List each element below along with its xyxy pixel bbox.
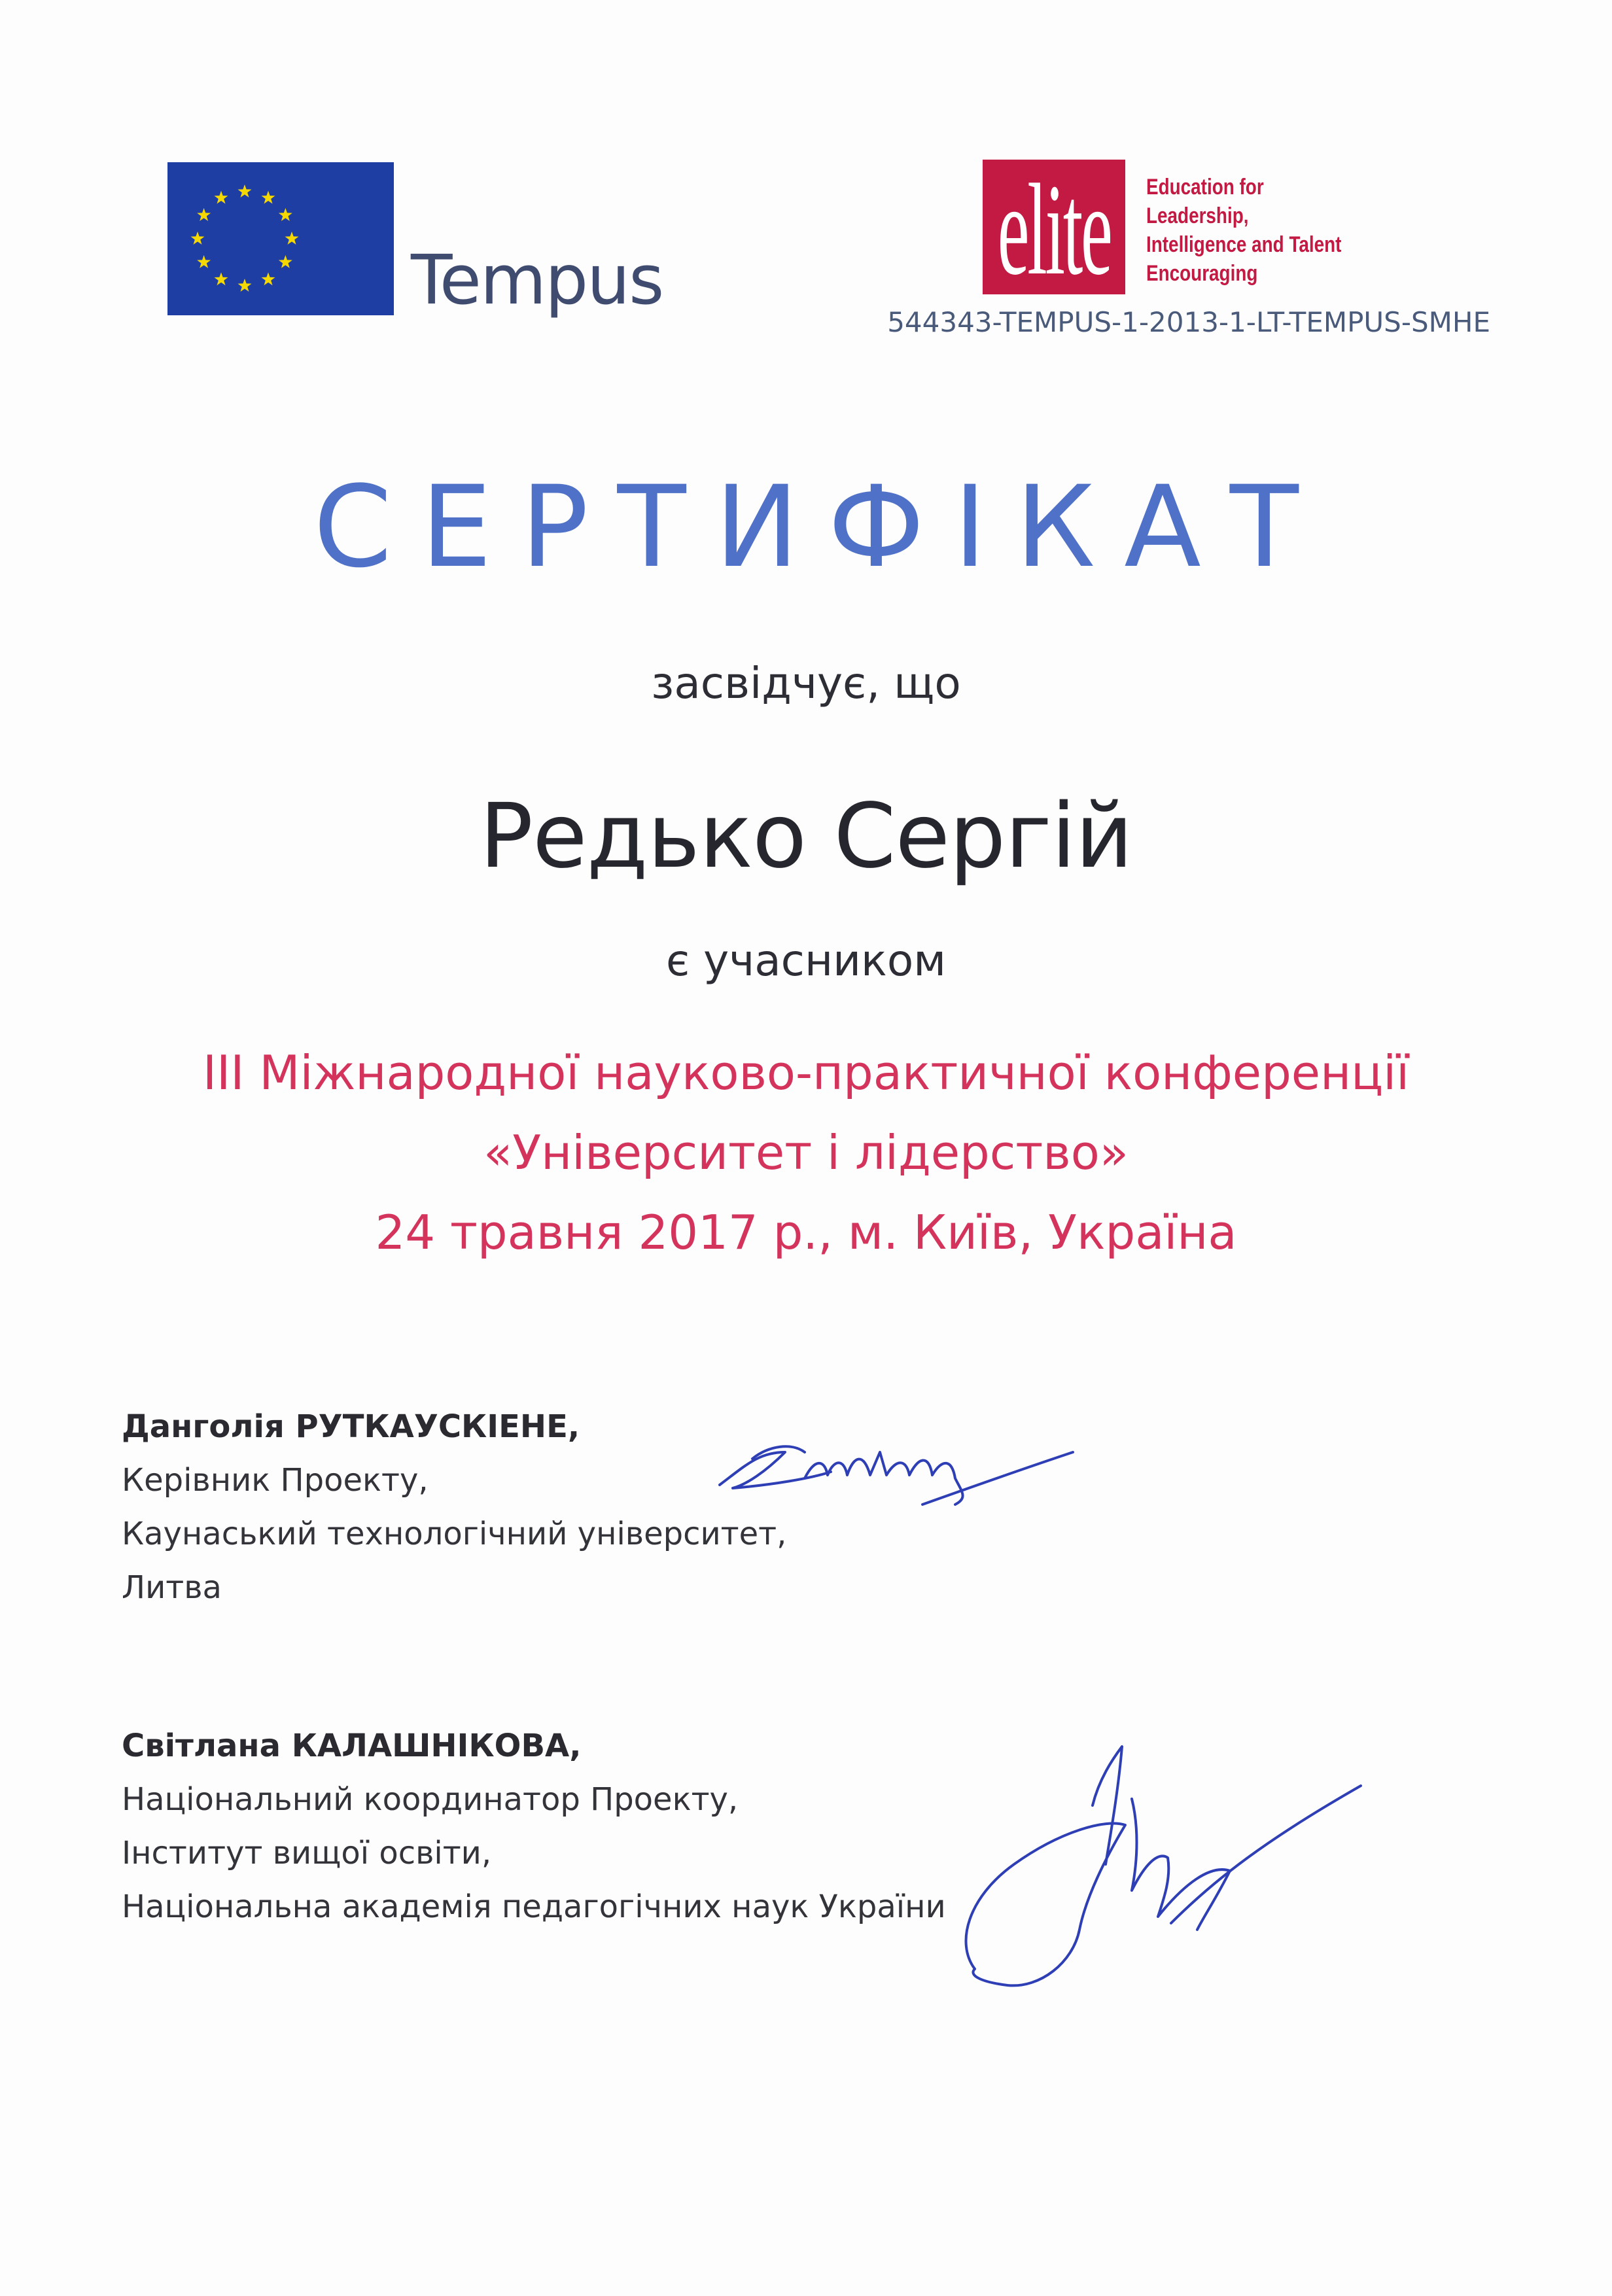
eu-star-icon xyxy=(215,272,228,285)
eu-flag-stars xyxy=(167,162,394,315)
eu-star-icon xyxy=(279,208,292,221)
recipient-name: Редько Сергій xyxy=(479,785,1133,888)
eu-star-icon xyxy=(279,255,292,268)
eu-star-icon xyxy=(238,184,252,198)
signatory-block xyxy=(122,1719,946,1934)
certificate-title: СЕРТИФІКАТ xyxy=(313,461,1327,593)
conference-name: «Університет і лідерство» xyxy=(483,1125,1129,1180)
eu-star-icon xyxy=(262,191,275,204)
handwritten-signature-icon xyxy=(707,1413,1086,1511)
signatory-institution: Інститут вищої освіти, xyxy=(122,1835,492,1871)
signatory-institution: Каунаський технологічний університет, xyxy=(122,1516,787,1552)
conference-title: ІІІ Міжнародної науково-практичної конференції xyxy=(202,1045,1410,1100)
eu-star-icon xyxy=(197,255,211,268)
eu-star-icon xyxy=(262,272,275,285)
signatory-name: Світлана КАЛАШНІКОВА, xyxy=(122,1728,582,1764)
eu-star-icon xyxy=(238,279,252,292)
elite-logo-mark: elite xyxy=(997,160,1111,294)
signatory-academy: Національна академія педагогічних наук України xyxy=(122,1888,946,1925)
elite-logo xyxy=(983,160,1125,294)
participant-text: є учасником xyxy=(665,935,947,986)
conference-date-place: 24 травня 2017 р., м. Київ, Україна xyxy=(375,1205,1237,1260)
elite-tagline-line: Encouraging xyxy=(1146,261,1258,286)
certifies-text: засвідчує, що xyxy=(651,658,961,708)
eu-star-icon xyxy=(197,208,211,221)
elite-tagline-line: Leadership, xyxy=(1146,203,1249,228)
signatory-name: Данголія РУТКАУСКІЕНЕ, xyxy=(122,1408,580,1445)
signatory-country: Литва xyxy=(122,1569,222,1606)
eu-star-icon xyxy=(215,191,228,204)
tempus-logo-text: Tempus xyxy=(411,240,663,320)
elite-tagline-line: Education for xyxy=(1146,175,1264,200)
eu-star-icon xyxy=(191,232,205,245)
elite-tagline xyxy=(1146,173,1341,288)
elite-tagline-line: Intelligence and Talent xyxy=(1146,232,1342,257)
signatory-role: Національний координатор Проекту, xyxy=(122,1781,739,1818)
handwritten-signature-icon xyxy=(942,1727,1374,2002)
project-code: 544343-TEMPUS-1-2013-1-LT-TEMPUS-SMHE xyxy=(887,306,1490,338)
signatory-block xyxy=(122,1400,786,1614)
eu-flag-icon xyxy=(167,162,394,315)
signatory-role: Керівник Проекту, xyxy=(122,1462,429,1499)
eu-star-icon xyxy=(285,232,299,245)
